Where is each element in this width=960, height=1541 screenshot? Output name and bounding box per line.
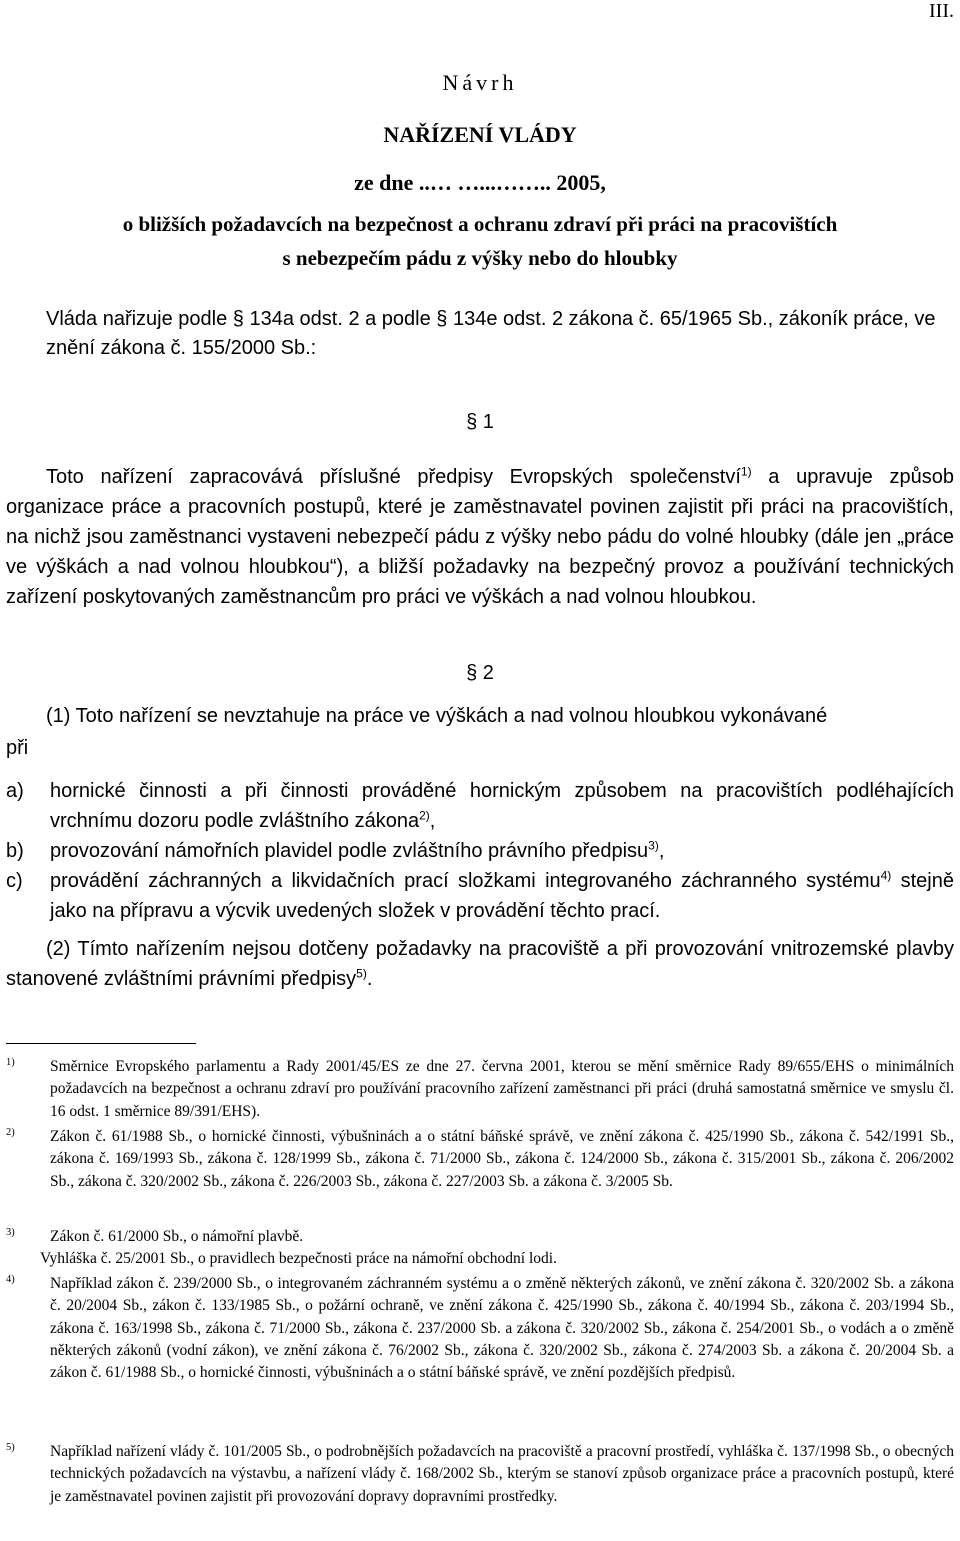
section-1-paragraph (6, 462, 954, 612)
document-date: ze dne ..… …...…….. 2005, (354, 170, 606, 195)
footnote-separator (6, 1043, 196, 1044)
section-2-heading: § 2 (466, 662, 494, 684)
footnote-ref-1: 1) (740, 464, 752, 479)
subject-line-1: o bližších požadavcích na bezpečnost a ochranu zdraví při práci na pracovištích (122, 212, 838, 236)
subject-line-2: s nebezpečím pádu z výšky nebo do hloubky (282, 246, 678, 270)
footnote-4 (6, 1273, 954, 1384)
footnote-text: Zákon č. 61/1988 Sb., o hornické činnosti, výbušninách a o státní báňské správě, ve znění zákona č. 425/1990 Sb., zákona č. 542/1991 Sb., zákona č. 169/1993 Sb., zákona č. 128/1999 Sb., zákona č. 71/2000 Sb., zákona č. 124/2000 Sb., zákona č. 315/2001 Sb., zákona č. 206/2002 Sb., zákona č. 320/2002 Sb., zákona č. 226/2003 Sb., zákona č. 227/2003 Sb. a zákona č. 3/2005 Sb. (50, 1128, 954, 1190)
list-item (6, 776, 954, 836)
section-2-paragraph-2 (6, 934, 954, 994)
footnote-number: 1) (6, 1057, 15, 1068)
footnote-3-extra: Vyhláška č. 25/2001 Sb., o pravidlech bezpečnosti práce na námořní obchodní lodi. (40, 1250, 557, 1267)
footnote-ref-3: 3) (648, 838, 659, 853)
footnote-ref-5: 5) (356, 966, 367, 981)
footnote-5 (6, 1441, 954, 1508)
draft-label: Návrh (442, 70, 518, 95)
list-item-label: b) (6, 840, 24, 862)
list-item-label: c) (6, 870, 23, 892)
section-2-paragraph-2-text: (2) Tímto nařízením nejsou dotčeny požadavky na pracoviště a při provozování vnitrozemské plavby stanovené zvláštními právními předpisy (6, 938, 954, 990)
section-2-paragraph-2-tail: . (366, 968, 373, 990)
footnote-ref-4: 4) (880, 868, 892, 883)
list-item-text: provádění záchranných a likvidačních prací složkami integrovaného záchranného systému (50, 870, 881, 892)
list-item-text: provozování námořních plavidel podle zvláštního právního předpisu (50, 840, 649, 862)
list-item-tail: stejně jako na přípravu a výcvik uvedených složek v provádění těchto prací. (50, 870, 954, 922)
section-2-paragraph-1: (1) Toto nařízení se nevztahuje na práce ve výškách a nad volnou hloubkou vykonávané (46, 705, 828, 727)
footnote-1 (6, 1056, 954, 1123)
footnote-ref-2: 2) (419, 808, 430, 823)
footnote-number: 5) (6, 1442, 15, 1453)
footnote-2 (6, 1126, 954, 1193)
footnote-text: Zákon č. 61/2000 Sb., o námořní plavbě. (50, 1228, 304, 1245)
footnote-text: Například zákon č. 239/2000 Sb., o integrovaném záchranném systému a o změně některých zákonů, ve znění zákona č. 320/2002 Sb. a zákona č. 20/2004 Sb., zákon č. 133/1985 Sb., o požární ochraně, ve znění zákona č. 425/1990 Sb., zákona č. 40/1994 Sb., zákona č. 203/1994 Sb., zákona č. 163/1998 Sb., zákona č. 71/2000 Sb., zákona č. 237/2000 Sb. a zákona č. 320/2002 Sb., zákona č. 254/2001 Sb., o vodách a o změně některých zákonů (vodní zákon), ve znění zákona č. 76/2002 Sb., zákona č. 320/2002 Sb., zákona č. 274/2003 Sb. a zákona č. 20/2004 Sb. a zákon č. 61/1988 Sb., o hornické činnosti, výbušninách a o státní báňské správě, ve znění pozdějších předpisů. (50, 1275, 954, 1382)
enacting-clause: Vláda nařizuje podle § 134a odst. 2 a podle § 134e odst. 2 zákona č. 65/1965 Sb., zákoník práce, ve znění zákona č. 155/2000 Sb.: (46, 308, 936, 359)
section-1-text-cont: a upravuje způsob organizace práce a pracovních postupů, které je zaměstnavatel povinen zajistit při práci na pracovištích, na nichž jsou zaměstnanci vystaveni nebezpečí pádu z výšky nebo pádu do volné hloubky (dále jen „práce ve výškách a nad volnou hloubkou“), a bližší požadavky na bezpečný provoz a používání technických zařízení poskytovaných zaměstnancům pro práci ve výškách a nad volnou hloubkou. (6, 466, 954, 608)
footnote-number: 3) (6, 1227, 15, 1238)
section-1-text: Toto nařízení zapracovává příslušné předpisy Evropských společenství (46, 466, 741, 488)
document-subject (0, 207, 960, 275)
footnote-number: 2) (6, 1127, 15, 1138)
section-1-heading: § 1 (466, 411, 494, 433)
list-item-text: hornické činnosti a při činnosti prováděné hornickým způsobem na pracovištích podléhajících vrchnímu dozoru podle zvláštního zákona (50, 780, 954, 832)
document-title: NAŘÍZENÍ VLÁDY (383, 122, 577, 147)
footnote-text: Například nařízení vlády č. 101/2005 Sb., o podrobnějších požadavcích na pracoviště a pracovní prostředí, vyhláška č. 137/1998 Sb., o obecných technických požadavcích na výstavbu, a nařízení vlády č. 168/2002 Sb., kterým se stanoví způsob organizace práce a pracovních postupů, které je zaměstnavatel povinen zajistit při provozování dopravy dopravními prostředky. (50, 1443, 954, 1505)
list-item-tail: , (658, 840, 665, 862)
footnote-number: 4) (6, 1274, 15, 1285)
page-number: III. (929, 0, 954, 22)
footnote-text: Směrnice Evropského parlamentu a Rady 2001/45/ES ze dne 27. června 2001, kterou se mění směrnice Rady 89/655/EHS o minimálních požadavcích na bezpečnost a ochranu zdraví pro používání pracovního zařízení zaměstnanci při práci (druhá samostatná směrnice ve smyslu čl. 16 odst. 1 směrnice 89/391/EHS). (50, 1058, 954, 1120)
list-item-tail: , (429, 810, 436, 832)
section-2-paragraph-1-cont: při (6, 737, 29, 759)
list-item (6, 836, 954, 866)
list-item (6, 866, 954, 926)
list-item-label: a) (6, 780, 24, 802)
footnote-3 (6, 1226, 954, 1248)
